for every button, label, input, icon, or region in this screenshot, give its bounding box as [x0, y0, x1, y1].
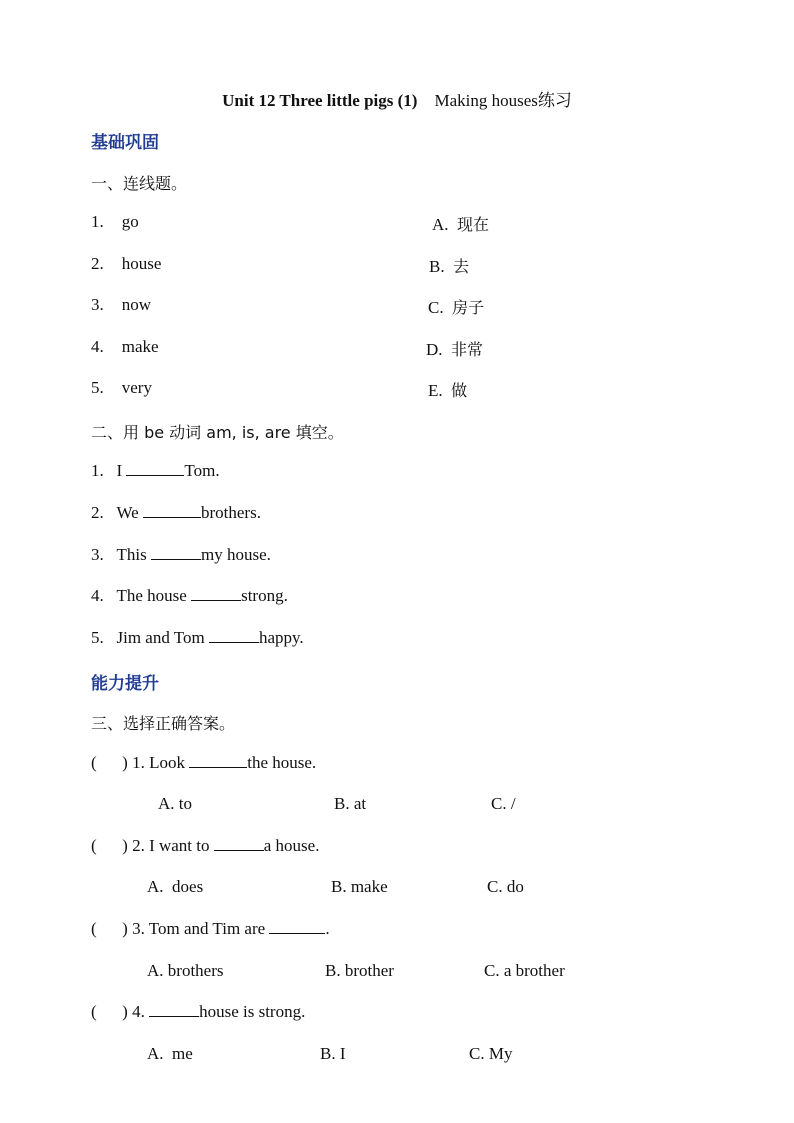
- item-after: my house.: [200, 545, 271, 564]
- item-num: 5.: [91, 628, 104, 647]
- match-right-c: [428, 295, 484, 318]
- answer-blank: [189, 753, 247, 768]
- item-before: The house: [116, 586, 187, 605]
- worksheet-title: [0, 86, 794, 111]
- match-left-num: 2.: [91, 254, 104, 273]
- match-left-num: 3.: [91, 295, 104, 314]
- match-left-3: [91, 295, 151, 315]
- option-c: C. /: [491, 794, 516, 813]
- answer-blank[interactable]: [126, 461, 184, 476]
- match-right-text: 房子: [452, 298, 485, 317]
- match-right-a: [432, 212, 489, 235]
- match-left-num: 4.: [91, 337, 104, 356]
- item-after: Tom.: [184, 461, 220, 480]
- section-advanced: 能力提升: [91, 674, 159, 694]
- match-right-b: [429, 254, 469, 277]
- question-text-end: the house.: [247, 753, 317, 772]
- question-text: 1. Look: [132, 753, 185, 772]
- fill-item-1: [91, 461, 220, 481]
- choice-question-2: [91, 836, 319, 856]
- answer-blank: [269, 919, 325, 934]
- question-text-end: a house.: [263, 836, 320, 855]
- choice-question-1: [91, 753, 316, 773]
- answer-blank[interactable]: [209, 628, 259, 643]
- part3-heading: 三、选择正确答案。: [91, 714, 236, 733]
- match-right-letter: E.: [428, 381, 443, 400]
- match-left-word: go: [121, 212, 139, 231]
- match-right-letter: B.: [429, 257, 445, 276]
- question-text: 2. I want to: [132, 836, 210, 855]
- part1-heading: 一、连线题。: [91, 174, 188, 193]
- item-before: Jim and Tom: [116, 628, 205, 647]
- option-b: B. make: [331, 877, 388, 896]
- answer-parentheses[interactable]: ( ): [91, 836, 128, 855]
- answer-blank: [149, 1002, 199, 1017]
- item-after: brothers.: [200, 503, 261, 522]
- option-c: C. My: [469, 1044, 513, 1063]
- question-text: 4.: [132, 1002, 145, 1021]
- match-right-letter: D.: [426, 340, 443, 359]
- option-a: A. brothers: [147, 961, 224, 980]
- answer-parentheses[interactable]: ( ): [91, 1002, 128, 1021]
- fill-item-4: [91, 586, 288, 606]
- match-left-5: [91, 378, 152, 398]
- answer-blank[interactable]: [151, 545, 201, 560]
- option-a: A. me: [147, 1044, 193, 1063]
- match-left-word: make: [121, 337, 159, 356]
- match-right-text: 非常: [451, 340, 484, 359]
- match-right-text: 做: [451, 381, 468, 400]
- item-after: strong.: [241, 586, 288, 605]
- item-num: 3.: [91, 545, 104, 564]
- option-c: C. a brother: [484, 961, 565, 980]
- answer-blank[interactable]: [143, 503, 201, 518]
- match-left-1: [91, 212, 139, 232]
- section-basic: 基础巩固: [91, 133, 159, 153]
- choice-question-3: [91, 919, 330, 939]
- match-left-2: [91, 254, 161, 274]
- answer-blank: [214, 836, 264, 851]
- item-after: happy.: [258, 628, 304, 647]
- item-num: 1.: [91, 461, 104, 480]
- option-b: B. brother: [325, 961, 394, 980]
- match-right-text: 去: [453, 257, 470, 276]
- match-left-num: 5.: [91, 378, 104, 397]
- item-before: I: [116, 461, 123, 480]
- match-right-letter: C.: [428, 298, 444, 317]
- title-unit: Unit 12 Three little pigs (1): [222, 91, 418, 110]
- question-text: 3. Tom and Tim are: [132, 919, 266, 938]
- answer-parentheses[interactable]: ( ): [91, 753, 128, 772]
- item-num: 2.: [91, 503, 104, 522]
- match-left-word: house: [121, 254, 162, 273]
- match-right-text: 现在: [457, 215, 490, 234]
- match-right-e: [428, 378, 467, 401]
- match-right-letter: A.: [432, 215, 449, 234]
- option-a: A. does: [147, 877, 204, 896]
- option-b: B. I: [320, 1044, 346, 1063]
- match-right-d: [426, 337, 483, 360]
- choice-question-4: [91, 1002, 305, 1022]
- question-text-end: .: [325, 919, 330, 938]
- answer-parentheses[interactable]: ( ): [91, 919, 128, 938]
- title-subtitle: Making houses练习: [434, 91, 572, 110]
- match-left-word: now: [121, 295, 152, 314]
- fill-item-2: [91, 503, 261, 523]
- item-before: This: [116, 545, 147, 564]
- option-a: A. to: [158, 794, 192, 813]
- question-text-end: house is strong.: [199, 1002, 306, 1021]
- part2-heading: 二、用 be 动词 am, is, are 填空。: [91, 423, 344, 442]
- match-left-num: 1.: [91, 212, 104, 231]
- fill-item-3: [91, 545, 271, 565]
- fill-item-5: [91, 628, 304, 648]
- item-before: We: [116, 503, 139, 522]
- item-num: 4.: [91, 586, 104, 605]
- match-left-word: very: [121, 378, 152, 397]
- option-b: B. at: [334, 794, 367, 813]
- answer-blank[interactable]: [191, 586, 241, 601]
- match-left-4: [91, 337, 159, 357]
- option-c: C. do: [487, 877, 524, 896]
